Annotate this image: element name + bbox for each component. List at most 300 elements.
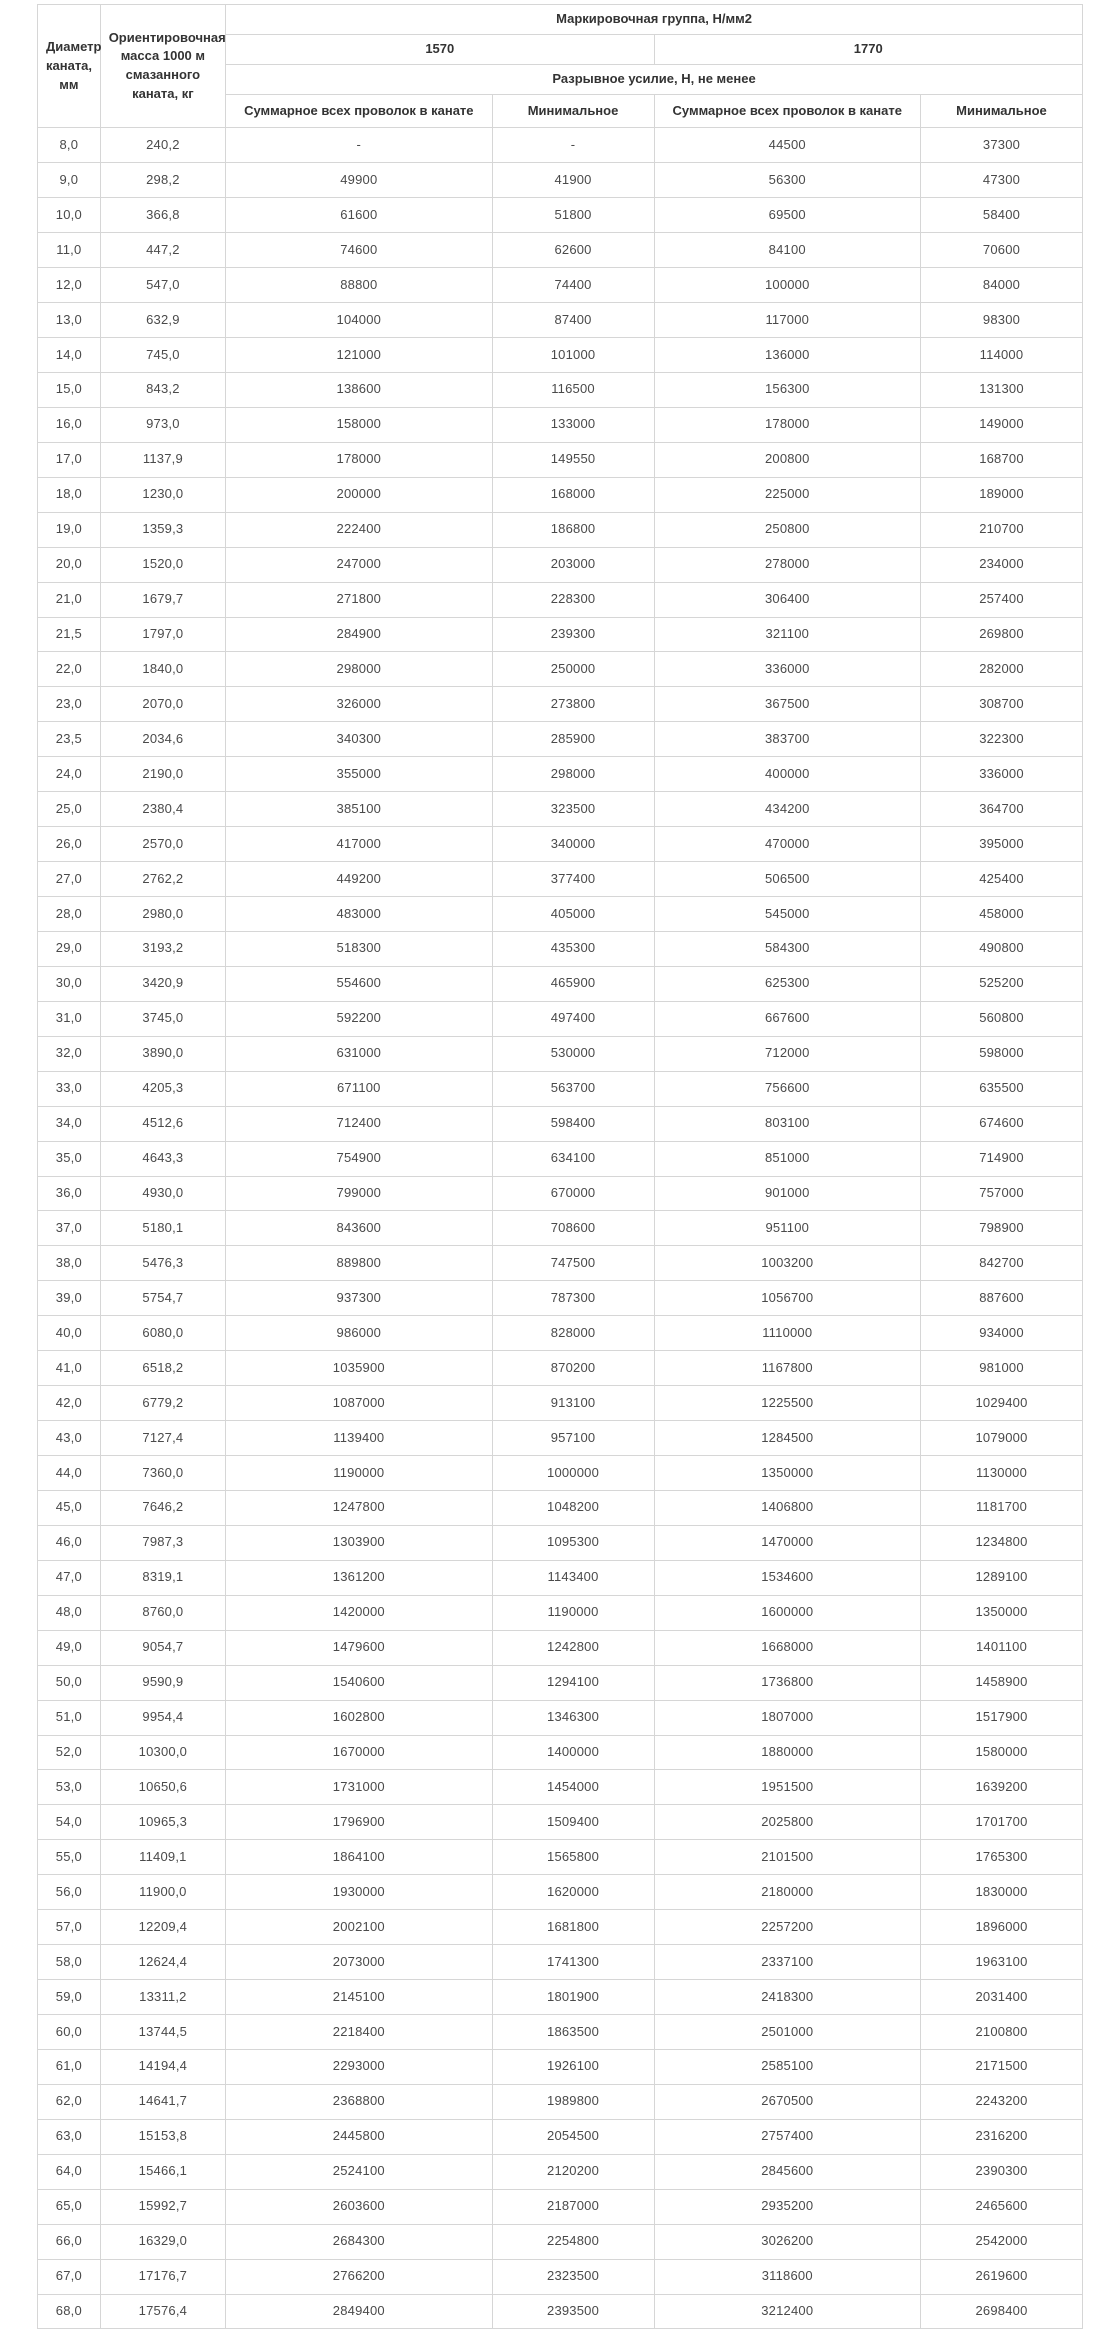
cell-sum-1770: 1668000 <box>654 1630 920 1665</box>
cell-mass: 15153,8 <box>100 2119 225 2154</box>
cell-min-1570: 405000 <box>492 897 654 932</box>
cell-min-1770: 2465600 <box>920 2189 1082 2224</box>
cell-sum-1570: 355000 <box>226 757 492 792</box>
table-row <box>38 2224 1083 2259</box>
cell-sum-1770: 712000 <box>654 1036 920 1071</box>
cell-sum-1570: 631000 <box>226 1036 492 1071</box>
header-breaking-force: Разрывное усилие, Н, не менее <box>226 64 1083 94</box>
table-row <box>38 372 1083 407</box>
cell-min-1570: 74400 <box>492 268 654 303</box>
cell-sum-1570: 222400 <box>226 512 492 547</box>
table-row <box>38 163 1083 198</box>
table-row <box>38 1630 1083 1665</box>
table-row <box>38 897 1083 932</box>
cell-min-1570: 435300 <box>492 931 654 966</box>
cell-mass: 9954,4 <box>100 1700 225 1735</box>
table-row <box>38 547 1083 582</box>
cell-sum-1770: 400000 <box>654 757 920 792</box>
cell-min-1570: 530000 <box>492 1036 654 1071</box>
cell-min-1770: 1639200 <box>920 1770 1082 1805</box>
cell-mass: 2762,2 <box>100 862 225 897</box>
cell-mass: 3420,9 <box>100 966 225 1001</box>
cell-diameter: 51,0 <box>38 1700 101 1735</box>
cell-mass: 9054,7 <box>100 1630 225 1665</box>
cell-min-1570: 186800 <box>492 512 654 547</box>
cell-diameter: 53,0 <box>38 1770 101 1805</box>
cell-mass: 5754,7 <box>100 1281 225 1316</box>
cell-mass: 447,2 <box>100 233 225 268</box>
cell-mass: 3745,0 <box>100 1001 225 1036</box>
cell-sum-1770: 383700 <box>654 722 920 757</box>
cell-min-1570: 273800 <box>492 687 654 722</box>
cell-min-1770: 131300 <box>920 372 1082 407</box>
table-row <box>38 1421 1083 1456</box>
cell-sum-1570: 754900 <box>226 1141 492 1176</box>
table-row <box>38 1840 1083 1875</box>
cell-min-1770: 1963100 <box>920 1945 1082 1980</box>
cell-min-1770: 364700 <box>920 792 1082 827</box>
cell-min-1770: 2619600 <box>920 2259 1082 2294</box>
cell-min-1770: 798900 <box>920 1211 1082 1246</box>
table-row <box>38 1211 1083 1246</box>
table-row <box>38 1386 1083 1421</box>
cell-diameter: 60,0 <box>38 2015 101 2050</box>
cell-mass: 15992,7 <box>100 2189 225 2224</box>
cell-diameter: 26,0 <box>38 827 101 862</box>
cell-sum-1570: 1035900 <box>226 1351 492 1386</box>
cell-mass: 10300,0 <box>100 1735 225 1770</box>
cell-min-1770: 1896000 <box>920 1910 1082 1945</box>
cell-mass: 2034,6 <box>100 722 225 757</box>
cell-min-1770: 1458900 <box>920 1665 1082 1700</box>
cell-diameter: 25,0 <box>38 792 101 827</box>
cell-diameter: 11,0 <box>38 233 101 268</box>
cell-sum-1570: 326000 <box>226 687 492 722</box>
cell-diameter: 21,5 <box>38 617 101 652</box>
table-row <box>38 198 1083 233</box>
cell-mass: 1137,9 <box>100 442 225 477</box>
cell-sum-1570: 2145100 <box>226 1980 492 2015</box>
cell-min-1570: 340000 <box>492 827 654 862</box>
cell-diameter: 59,0 <box>38 1980 101 2015</box>
cell-mass: 1797,0 <box>100 617 225 652</box>
cell-min-1770: 58400 <box>920 198 1082 233</box>
cell-sum-1570: 1247800 <box>226 1490 492 1525</box>
cell-sum-1570: 2684300 <box>226 2224 492 2259</box>
cell-sum-1570: 483000 <box>226 897 492 932</box>
cell-min-1570: 1346300 <box>492 1700 654 1735</box>
cell-mass: 7646,2 <box>100 1490 225 1525</box>
cell-mass: 7127,4 <box>100 1421 225 1456</box>
cell-min-1770: 598000 <box>920 1036 1082 1071</box>
cell-sum-1570: 1361200 <box>226 1560 492 1595</box>
cell-mass: 298,2 <box>100 163 225 198</box>
cell-min-1570: 870200 <box>492 1351 654 1386</box>
cell-mass: 5180,1 <box>100 1211 225 1246</box>
cell-sum-1570: 2766200 <box>226 2259 492 2294</box>
cell-sum-1770: 84100 <box>654 233 920 268</box>
cell-min-1770: 1517900 <box>920 1700 1082 1735</box>
cell-sum-1770: 851000 <box>654 1141 920 1176</box>
cell-diameter: 62,0 <box>38 2084 101 2119</box>
header-diameter: Диаметр каната, мм <box>38 5 101 128</box>
table-row <box>38 2119 1083 2154</box>
cell-min-1770: 1130000 <box>920 1456 1082 1491</box>
cell-mass: 2070,0 <box>100 687 225 722</box>
cell-sum-1570: 1540600 <box>226 1665 492 1700</box>
cell-min-1770: 84000 <box>920 268 1082 303</box>
table-row <box>38 792 1083 827</box>
cell-min-1570: 133000 <box>492 407 654 442</box>
table-row <box>38 1281 1083 1316</box>
cell-sum-1570: 2218400 <box>226 2015 492 2050</box>
cell-min-1770: 1765300 <box>920 1840 1082 1875</box>
cell-diameter: 43,0 <box>38 1421 101 1456</box>
cell-min-1770: 2171500 <box>920 2049 1082 2084</box>
cell-sum-1570: 417000 <box>226 827 492 862</box>
cell-diameter: 20,0 <box>38 547 101 582</box>
cell-mass: 745,0 <box>100 338 225 373</box>
cell-min-1570: 1741300 <box>492 1945 654 1980</box>
table-row <box>38 1980 1083 2015</box>
cell-sum-1770: 3118600 <box>654 2259 920 2294</box>
cell-sum-1570: 158000 <box>226 407 492 442</box>
table-row <box>38 722 1083 757</box>
cell-sum-1570: 2073000 <box>226 1945 492 1980</box>
table-row <box>38 2015 1083 2050</box>
cell-diameter: 22,0 <box>38 652 101 687</box>
cell-sum-1770: 470000 <box>654 827 920 862</box>
cell-sum-1570: 2603600 <box>226 2189 492 2224</box>
table-row <box>38 2259 1083 2294</box>
cell-sum-1770: 156300 <box>654 372 920 407</box>
cell-min-1570: 149550 <box>492 442 654 477</box>
cell-diameter: 34,0 <box>38 1106 101 1141</box>
cell-diameter: 24,0 <box>38 757 101 792</box>
cell-sum-1570: 1139400 <box>226 1421 492 1456</box>
cell-sum-1570: 247000 <box>226 547 492 582</box>
cell-mass: 14641,7 <box>100 2084 225 2119</box>
cell-min-1770: 1401100 <box>920 1630 1082 1665</box>
table-row <box>38 652 1083 687</box>
cell-min-1570: 51800 <box>492 198 654 233</box>
cell-mass: 6080,0 <box>100 1316 225 1351</box>
cell-sum-1570: 2368800 <box>226 2084 492 2119</box>
cell-sum-1570: 200000 <box>226 477 492 512</box>
table-row <box>38 1560 1083 1595</box>
cell-sum-1570: 138600 <box>226 372 492 407</box>
cell-sum-1570: 271800 <box>226 582 492 617</box>
cell-mass: 6779,2 <box>100 1386 225 1421</box>
cell-mass: 17176,7 <box>100 2259 225 2294</box>
cell-min-1770: 70600 <box>920 233 1082 268</box>
cell-sum-1770: 278000 <box>654 547 920 582</box>
cell-sum-1770: 200800 <box>654 442 920 477</box>
cell-mass: 7360,0 <box>100 1456 225 1491</box>
cell-mass: 973,0 <box>100 407 225 442</box>
cell-min-1770: 674600 <box>920 1106 1082 1141</box>
cell-min-1570: 787300 <box>492 1281 654 1316</box>
cell-min-1770: 257400 <box>920 582 1082 617</box>
cell-sum-1770: 2501000 <box>654 2015 920 2050</box>
cell-sum-1570: 284900 <box>226 617 492 652</box>
table-row <box>38 2189 1083 2224</box>
table-row <box>38 442 1083 477</box>
cell-sum-1770: 2585100 <box>654 2049 920 2084</box>
cell-mass: 7987,3 <box>100 1525 225 1560</box>
cell-sum-1570: 1420000 <box>226 1595 492 1630</box>
cell-sum-1770: 321100 <box>654 617 920 652</box>
cell-mass: 366,8 <box>100 198 225 233</box>
cell-diameter: 52,0 <box>38 1735 101 1770</box>
table-row <box>38 1456 1083 1491</box>
cell-mass: 2980,0 <box>100 897 225 932</box>
cell-sum-1770: 2845600 <box>654 2154 920 2189</box>
cell-sum-1770: 250800 <box>654 512 920 547</box>
table-row <box>38 1770 1083 1805</box>
cell-diameter: 21,0 <box>38 582 101 617</box>
table-row <box>38 1525 1083 1560</box>
cell-min-1570: 563700 <box>492 1071 654 1106</box>
cell-min-1770: 635500 <box>920 1071 1082 1106</box>
cell-min-1570: 298000 <box>492 757 654 792</box>
cell-mass: 10650,6 <box>100 1770 225 1805</box>
cell-min-1770: 2243200 <box>920 2084 1082 2119</box>
cell-mass: 13311,2 <box>100 1980 225 2015</box>
cell-sum-1770: 1003200 <box>654 1246 920 1281</box>
cell-min-1770: 2031400 <box>920 1980 1082 2015</box>
cell-min-1770: 282000 <box>920 652 1082 687</box>
cell-diameter: 48,0 <box>38 1595 101 1630</box>
cell-sum-1770: 117000 <box>654 303 920 338</box>
cell-sum-1570: 799000 <box>226 1176 492 1211</box>
cell-mass: 6518,2 <box>100 1351 225 1386</box>
cell-sum-1570: 1602800 <box>226 1700 492 1735</box>
cell-min-1770: 2542000 <box>920 2224 1082 2259</box>
cell-mass: 4643,3 <box>100 1141 225 1176</box>
cell-min-1570: 1801900 <box>492 1980 654 2015</box>
cell-sum-1770: 584300 <box>654 931 920 966</box>
cell-min-1570: 828000 <box>492 1316 654 1351</box>
cell-sum-1770: 56300 <box>654 163 920 198</box>
table-row <box>38 617 1083 652</box>
table-row <box>38 1316 1083 1351</box>
cell-mass: 14194,4 <box>100 2049 225 2084</box>
cell-diameter: 18,0 <box>38 477 101 512</box>
table-row <box>38 1700 1083 1735</box>
cell-min-1770: 1289100 <box>920 1560 1082 1595</box>
table-row <box>38 931 1083 966</box>
cell-sum-1770: 2101500 <box>654 1840 920 1875</box>
cell-sum-1570: 340300 <box>226 722 492 757</box>
header-row-group <box>38 5 1083 35</box>
cell-sum-1570: 1303900 <box>226 1525 492 1560</box>
cell-min-1570: 1190000 <box>492 1595 654 1630</box>
cell-diameter: 36,0 <box>38 1176 101 1211</box>
cell-diameter: 23,5 <box>38 722 101 757</box>
cell-min-1770: 2390300 <box>920 2154 1082 2189</box>
cell-sum-1570: 1864100 <box>226 1840 492 1875</box>
cell-min-1570: 1400000 <box>492 1735 654 1770</box>
cell-sum-1570: 1670000 <box>226 1735 492 1770</box>
cell-sum-1770: 1406800 <box>654 1490 920 1525</box>
cell-diameter: 58,0 <box>38 1945 101 1980</box>
cell-diameter: 28,0 <box>38 897 101 932</box>
cell-min-1570: 1565800 <box>492 1840 654 1875</box>
cell-sum-1770: 2025800 <box>654 1805 920 1840</box>
cell-diameter: 30,0 <box>38 966 101 1001</box>
cell-min-1770: 1350000 <box>920 1595 1082 1630</box>
cell-sum-1770: 225000 <box>654 477 920 512</box>
cell-min-1570: 1000000 <box>492 1456 654 1491</box>
table-row <box>38 2084 1083 2119</box>
cell-sum-1770: 1284500 <box>654 1421 920 1456</box>
cell-sum-1570: 1190000 <box>226 1456 492 1491</box>
table-row <box>38 1176 1083 1211</box>
cell-min-1770: 322300 <box>920 722 1082 757</box>
cell-sum-1770: 136000 <box>654 338 920 373</box>
cell-min-1770: 560800 <box>920 1001 1082 1036</box>
cell-min-1570: 203000 <box>492 547 654 582</box>
cell-diameter: 23,0 <box>38 687 101 722</box>
cell-min-1570: 62600 <box>492 233 654 268</box>
cell-min-1570: 2323500 <box>492 2259 654 2294</box>
cell-sum-1770: 367500 <box>654 687 920 722</box>
cell-sum-1770: 667600 <box>654 1001 920 1036</box>
cell-mass: 1840,0 <box>100 652 225 687</box>
cell-sum-1770: 803100 <box>654 1106 920 1141</box>
cell-sum-1770: 69500 <box>654 198 920 233</box>
cell-sum-1770: 434200 <box>654 792 920 827</box>
table-row <box>38 1910 1083 1945</box>
cell-mass: 1679,7 <box>100 582 225 617</box>
cell-min-1570: 1681800 <box>492 1910 654 1945</box>
cell-diameter: 19,0 <box>38 512 101 547</box>
cell-sum-1770: 2337100 <box>654 1945 920 1980</box>
cell-diameter: 14,0 <box>38 338 101 373</box>
cell-sum-1570: 385100 <box>226 792 492 827</box>
cell-diameter: 49,0 <box>38 1630 101 1665</box>
cell-mass: 4512,6 <box>100 1106 225 1141</box>
table-row <box>38 757 1083 792</box>
cell-mass: 843,2 <box>100 372 225 407</box>
cell-min-1570: 598400 <box>492 1106 654 1141</box>
cell-sum-1570: 2524100 <box>226 2154 492 2189</box>
cell-sum-1570: 592200 <box>226 1001 492 1036</box>
cell-min-1570: 1509400 <box>492 1805 654 1840</box>
cell-sum-1770: 336000 <box>654 652 920 687</box>
cell-min-1570: 1863500 <box>492 2015 654 2050</box>
cell-sum-1770: 2935200 <box>654 2189 920 2224</box>
table-row <box>38 2154 1083 2189</box>
cell-min-1570: 2393500 <box>492 2294 654 2329</box>
cell-min-1570: 2054500 <box>492 2119 654 2154</box>
cell-sum-1570: 1796900 <box>226 1805 492 1840</box>
cell-mass: 2570,0 <box>100 827 225 862</box>
cell-diameter: 17,0 <box>38 442 101 477</box>
cell-min-1770: 934000 <box>920 1316 1082 1351</box>
cell-min-1570: 2254800 <box>492 2224 654 2259</box>
cell-sum-1770: 2757400 <box>654 2119 920 2154</box>
cell-diameter: 50,0 <box>38 1665 101 1700</box>
cell-sum-1570: 1479600 <box>226 1630 492 1665</box>
cell-min-1770: 525200 <box>920 966 1082 1001</box>
cell-sum-1770: 1225500 <box>654 1386 920 1421</box>
cell-min-1770: 757000 <box>920 1176 1082 1211</box>
cell-sum-1570: 1087000 <box>226 1386 492 1421</box>
cell-min-1570: - <box>492 128 654 163</box>
cell-mass: 8760,0 <box>100 1595 225 1630</box>
table-row <box>38 827 1083 862</box>
table-row <box>38 1665 1083 1700</box>
cell-diameter: 27,0 <box>38 862 101 897</box>
cell-sum-1570: 49900 <box>226 163 492 198</box>
cell-min-1570: 1048200 <box>492 1490 654 1525</box>
cell-min-1770: 1580000 <box>920 1735 1082 1770</box>
cell-mass: 11900,0 <box>100 1875 225 1910</box>
table-row <box>38 2049 1083 2084</box>
cell-sum-1770: 951100 <box>654 1211 920 1246</box>
cell-sum-1570: 986000 <box>226 1316 492 1351</box>
cell-sum-1770: 625300 <box>654 966 920 1001</box>
cell-sum-1770: 44500 <box>654 128 920 163</box>
cell-sum-1770: 1880000 <box>654 1735 920 1770</box>
cell-mass: 3890,0 <box>100 1036 225 1071</box>
cell-sum-1770: 1056700 <box>654 1281 920 1316</box>
cell-diameter: 40,0 <box>38 1316 101 1351</box>
table-row <box>38 128 1083 163</box>
cell-diameter: 45,0 <box>38 1490 101 1525</box>
cell-sum-1770: 1534600 <box>654 1560 920 1595</box>
cell-diameter: 64,0 <box>38 2154 101 2189</box>
table-row <box>38 1875 1083 1910</box>
cell-min-1570: 497400 <box>492 1001 654 1036</box>
cell-diameter: 39,0 <box>38 1281 101 1316</box>
cell-sum-1770: 1951500 <box>654 1770 920 1805</box>
cell-diameter: 29,0 <box>38 931 101 966</box>
cell-mass: 8319,1 <box>100 1560 225 1595</box>
cell-min-1570: 250000 <box>492 652 654 687</box>
cell-mass: 5476,3 <box>100 1246 225 1281</box>
cell-sum-1570: 518300 <box>226 931 492 966</box>
cell-min-1570: 1095300 <box>492 1525 654 1560</box>
cell-sum-1570: 937300 <box>226 1281 492 1316</box>
table-row <box>38 407 1083 442</box>
cell-sum-1570: 2002100 <box>226 1910 492 1945</box>
cell-diameter: 57,0 <box>38 1910 101 1945</box>
cell-min-1570: 1454000 <box>492 1770 654 1805</box>
cell-min-1570: 101000 <box>492 338 654 373</box>
cell-min-1570: 87400 <box>492 303 654 338</box>
cell-sum-1770: 3212400 <box>654 2294 920 2329</box>
table-body <box>38 128 1083 2329</box>
cell-min-1770: 395000 <box>920 827 1082 862</box>
cell-diameter: 61,0 <box>38 2049 101 2084</box>
table-header <box>38 5 1083 128</box>
cell-min-1770: 458000 <box>920 897 1082 932</box>
cell-sum-1570: 298000 <box>226 652 492 687</box>
cell-diameter: 41,0 <box>38 1351 101 1386</box>
cell-min-1570: 2187000 <box>492 2189 654 2224</box>
cell-diameter: 68,0 <box>38 2294 101 2329</box>
cell-sum-1770: 506500 <box>654 862 920 897</box>
table-row <box>38 512 1083 547</box>
cell-min-1570: 1989800 <box>492 2084 654 2119</box>
cell-min-1770: 1830000 <box>920 1875 1082 1910</box>
cell-min-1770: 210700 <box>920 512 1082 547</box>
cell-min-1770: 47300 <box>920 163 1082 198</box>
table-row <box>38 338 1083 373</box>
